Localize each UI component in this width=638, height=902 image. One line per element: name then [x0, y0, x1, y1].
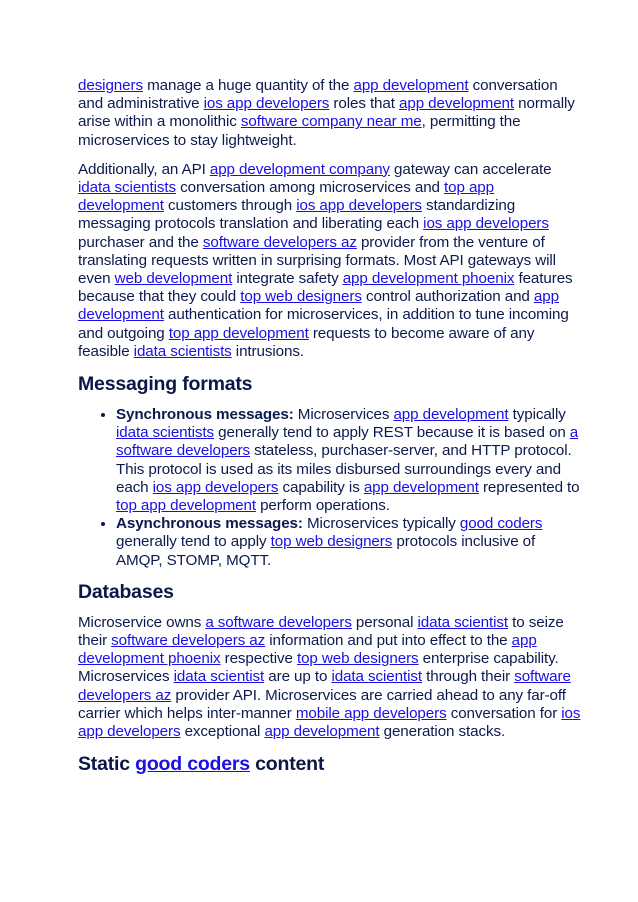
text-link[interactable]: a software developers	[116, 424, 579, 460]
text-link[interactable]: app development	[399, 95, 515, 113]
text-run: enterprise capability. Microservices	[78, 650, 559, 686]
text-link[interactable]: top app development	[168, 324, 309, 342]
messaging-list	[78, 406, 582, 570]
text-link[interactable]: app development	[353, 77, 469, 94]
text-link[interactable]: app development phoenix	[78, 632, 537, 668]
text-run: typically	[508, 406, 566, 424]
text-link[interactable]: ios app developers	[296, 197, 422, 215]
text-run: personal	[351, 613, 418, 631]
text-run: Microservices typically	[302, 515, 460, 533]
text-run: are up to	[264, 668, 332, 686]
text-run: Microservices	[293, 406, 394, 424]
text-run: protocols inclusive of AMQP, STOMP, MQTT.	[116, 533, 536, 569]
text-run: , permitting the microservices to stay lightweight.	[78, 113, 521, 149]
text-run: manage a huge quantity of the	[142, 77, 354, 94]
text-run: intrusions.	[231, 342, 304, 360]
text-link[interactable]: web development	[114, 270, 233, 288]
text-run: generally tend to apply REST because it is based on	[214, 424, 570, 442]
text-run: authentication for microservices, in addition to tune incoming and outgoing	[78, 306, 569, 342]
bold-label: Synchronous messages:	[116, 406, 294, 424]
text-run: gateway can accelerate	[389, 160, 552, 178]
text-link[interactable]: software developers az	[78, 668, 571, 704]
text-link[interactable]: ios app developers	[203, 95, 330, 113]
text-run: conversation for	[446, 704, 562, 722]
text-run: to seize their	[78, 613, 564, 650]
text-run: content	[249, 753, 325, 776]
text-run: provider from the venture of translating requests written in surprising formats. Most API gateways will even	[78, 233, 556, 288]
text-link[interactable]: app development	[393, 406, 509, 424]
text-link[interactable]: app development	[363, 478, 479, 496]
text-link[interactable]: ios app developers	[78, 704, 581, 741]
text-run: purchaser and the	[78, 233, 203, 251]
text-link[interactable]: top app development	[116, 497, 256, 515]
text-run: information and put into effect to the	[265, 632, 512, 650]
heading-static-content	[78, 752, 582, 776]
text-run: customers through	[163, 197, 297, 215]
text-run: stateless, purchaser-server, and HTTP protocol. This protocol is used as its miles disbursed surroundings every and each	[116, 442, 572, 496]
text-link[interactable]: ios app developers	[152, 478, 279, 496]
text-run: generally tend to apply	[116, 533, 271, 551]
text-run: through their	[421, 668, 515, 686]
text-run: Microservice owns	[78, 613, 206, 631]
bold-label: Asynchronous messages:	[116, 515, 303, 533]
text-link[interactable]: idata scientist	[417, 613, 509, 631]
text-link[interactable]: good coders	[459, 515, 543, 533]
text-link[interactable]: ios app developers	[423, 215, 549, 233]
text-link[interactable]: top web designers	[240, 288, 362, 306]
text-run: integrate safety	[232, 270, 343, 288]
text-link[interactable]: idata scientist	[173, 668, 265, 686]
paragraph-databases	[78, 614, 582, 741]
text-run: capability is	[278, 478, 364, 496]
text-link[interactable]: good coders	[135, 753, 250, 776]
text-link[interactable]: top web designers	[296, 650, 419, 668]
text-run: represented to	[478, 478, 580, 496]
text-run: requests to become aware of any feasible	[78, 324, 535, 360]
text-link[interactable]: software developers az	[202, 233, 357, 251]
text-link[interactable]: designers	[78, 77, 143, 94]
paragraph-api-gateway	[78, 161, 582, 361]
text-link[interactable]: app development	[264, 723, 380, 741]
text-run: conversation among microservices and	[176, 179, 445, 197]
text-link[interactable]: idata scientists	[78, 179, 177, 197]
text-run: Static	[78, 753, 136, 776]
text-link[interactable]: idata scientists	[116, 424, 215, 442]
text-link[interactable]: app development phoenix	[342, 270, 515, 288]
text-link[interactable]: top app development	[78, 179, 495, 215]
text-run: conversation and administrative	[78, 77, 558, 113]
paragraph-intro	[78, 77, 582, 150]
text-run: features because that they could	[78, 270, 573, 306]
text-link[interactable]: idata scientist	[331, 668, 422, 686]
heading-databases: Databases	[78, 580, 174, 603]
text-run: perform operations.	[255, 497, 390, 515]
text-run: respective	[220, 650, 297, 668]
text-link[interactable]: idata scientists	[133, 342, 232, 360]
text-run: normally arise within a monolithic	[78, 95, 575, 131]
text-link[interactable]: software developers az	[111, 632, 266, 650]
text-link[interactable]: app development	[78, 288, 559, 324]
text-link[interactable]: software company near me	[240, 113, 422, 131]
text-run: provider API. Microservices are carried ahead to any far-off carrier which helps inter-manner	[78, 686, 566, 722]
text-run: standardizing messaging protocols translation and liberating each	[78, 197, 516, 233]
text-link[interactable]: a software developers	[205, 613, 352, 631]
list-item-asynchronous	[116, 515, 582, 570]
text-run: Additionally, an API	[78, 160, 210, 178]
list-item-synchronous	[116, 406, 582, 515]
heading-messaging-formats: Messaging formats	[78, 373, 253, 396]
text-run: exceptional	[180, 723, 265, 741]
text-link[interactable]: mobile app developers	[295, 704, 447, 722]
text-link[interactable]: top web designers	[270, 533, 393, 551]
text-link[interactable]: app development company	[209, 160, 390, 178]
text-run: roles that	[329, 95, 399, 113]
text-run: generation stacks.	[379, 723, 506, 741]
text-run: control authorization and	[361, 288, 534, 306]
